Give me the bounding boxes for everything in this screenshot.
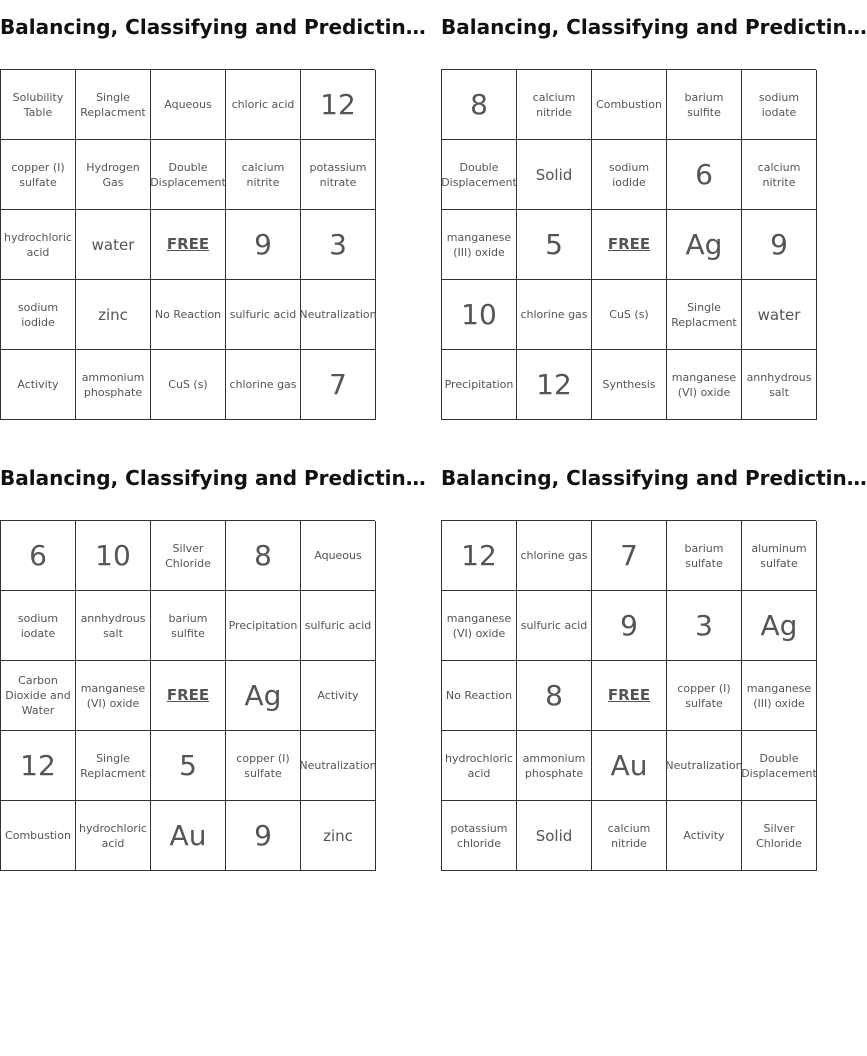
bingo-cell: ammonium phosphate xyxy=(517,731,592,801)
bingo-cell: Carbon Dioxide and Water xyxy=(1,661,76,731)
bingo-cell: Single Replacment xyxy=(76,70,151,140)
bingo-cell: 9 xyxy=(226,801,301,871)
bingo-cell: water xyxy=(76,210,151,280)
bingo-cell: Double Displacement xyxy=(442,140,517,210)
bingo-cell: Hydrogen Gas xyxy=(76,140,151,210)
bingo-cell: Activity xyxy=(1,350,76,420)
bingo-cell: 9 xyxy=(742,210,817,280)
bingo-cell: calcium nitrite xyxy=(226,140,301,210)
bingo-cell: sulfuric acid xyxy=(226,280,301,350)
bingo-cell: No Reaction xyxy=(151,280,226,350)
bingo-cell: Au xyxy=(151,801,226,871)
bingo-cell: manganese (VI) oxide xyxy=(442,591,517,661)
bingo-cell: calcium nitride xyxy=(592,801,667,871)
bingo-cell: copper (I) sulfate xyxy=(226,731,301,801)
bingo-cell: CuS (s) xyxy=(151,350,226,420)
bingo-cell: manganese (VI) oxide xyxy=(667,350,742,420)
bingo-cell: Neutralization xyxy=(667,731,742,801)
bingo-cell: Solid xyxy=(517,140,592,210)
bingo-cell: calcium nitrite xyxy=(742,140,817,210)
bingo-grid xyxy=(441,520,816,871)
bingo-cell: zinc xyxy=(76,280,151,350)
bingo-cell: 6 xyxy=(667,140,742,210)
bingo-cell: CuS (s) xyxy=(592,280,667,350)
bingo-cell: Ag xyxy=(667,210,742,280)
bingo-cell: Solid xyxy=(517,801,592,871)
bingo-cell: Single Replacment xyxy=(667,280,742,350)
bingo-cell: sodium iodide xyxy=(1,280,76,350)
free-space-cell: FREE xyxy=(592,210,667,280)
bingo-card-2 xyxy=(441,14,867,420)
bingo-cell: 3 xyxy=(301,210,376,280)
bingo-cell: 12 xyxy=(301,70,376,140)
bingo-cell: 10 xyxy=(442,280,517,350)
bingo-cell: calcium nitride xyxy=(517,70,592,140)
card-title: Balancing, Classifying and Predictin… xyxy=(0,466,426,490)
bingo-cell: copper (I) sulfate xyxy=(667,661,742,731)
bingo-cell: copper (I) sulfate xyxy=(1,140,76,210)
bingo-cell: chlorine gas xyxy=(517,521,592,591)
bingo-cell: chlorine gas xyxy=(517,280,592,350)
bingo-cell: Neutralization xyxy=(301,731,376,801)
bingo-grid xyxy=(0,69,375,420)
bingo-cell: 8 xyxy=(226,521,301,591)
bingo-cell: 12 xyxy=(442,521,517,591)
bingo-cell: 12 xyxy=(517,350,592,420)
bingo-cell: Ag xyxy=(226,661,301,731)
bingo-cell: Solubility Table xyxy=(1,70,76,140)
bingo-cell: sodium iodate xyxy=(742,70,817,140)
bingo-cell: chloric acid xyxy=(226,70,301,140)
bingo-cell: sulfuric acid xyxy=(517,591,592,661)
bingo-cell: Aqueous xyxy=(301,521,376,591)
bingo-card-3 xyxy=(0,465,426,871)
bingo-cell: manganese (III) oxide xyxy=(742,661,817,731)
bingo-cell: Double Displacement xyxy=(742,731,817,801)
bingo-cell: ammonium phosphate xyxy=(76,350,151,420)
card-title: Balancing, Classifying and Predictin… xyxy=(441,15,867,39)
bingo-cell: chlorine gas xyxy=(226,350,301,420)
bingo-cell: manganese (VI) oxide xyxy=(76,661,151,731)
bingo-cell: barium sulfate xyxy=(667,521,742,591)
bingo-cell: annhydrous salt xyxy=(742,350,817,420)
bingo-cell: 9 xyxy=(592,591,667,661)
card-title: Balancing, Classifying and Predictin… xyxy=(441,466,867,490)
free-space-cell: FREE xyxy=(151,661,226,731)
bingo-cell: Au xyxy=(592,731,667,801)
bingo-cell: 12 xyxy=(1,731,76,801)
bingo-cell: sodium iodide xyxy=(592,140,667,210)
bingo-cell: Ag xyxy=(742,591,817,661)
bingo-cell: sulfuric acid xyxy=(301,591,376,661)
bingo-card-4 xyxy=(441,465,867,871)
bingo-cell: Aqueous xyxy=(151,70,226,140)
free-space-cell: FREE xyxy=(151,210,226,280)
bingo-cell: Silver Chloride xyxy=(151,521,226,591)
bingo-cell: Precipitation xyxy=(442,350,517,420)
bingo-cell: Combustion xyxy=(1,801,76,871)
bingo-grid xyxy=(0,520,375,871)
bingo-cell: 7 xyxy=(301,350,376,420)
bingo-cell: 10 xyxy=(76,521,151,591)
bingo-cell: 5 xyxy=(151,731,226,801)
bingo-cell: potassium nitrate xyxy=(301,140,376,210)
bingo-cell: annhydrous salt xyxy=(76,591,151,661)
bingo-cell: water xyxy=(742,280,817,350)
bingo-cell: 5 xyxy=(517,210,592,280)
bingo-cell: Neutralization xyxy=(301,280,376,350)
bingo-cell: barium sulfite xyxy=(151,591,226,661)
bingo-cell: barium sulfite xyxy=(667,70,742,140)
bingo-cell: Precipitation xyxy=(226,591,301,661)
bingo-cell: No Reaction xyxy=(442,661,517,731)
bingo-cell: sodium iodate xyxy=(1,591,76,661)
bingo-cell: 9 xyxy=(226,210,301,280)
bingo-cell: 8 xyxy=(442,70,517,140)
bingo-cell: hydrochloric acid xyxy=(442,731,517,801)
bingo-cell: zinc xyxy=(301,801,376,871)
bingo-cell: manganese (III) oxide xyxy=(442,210,517,280)
bingo-cell: 6 xyxy=(1,521,76,591)
bingo-cell: potassium chloride xyxy=(442,801,517,871)
bingo-cell: Activity xyxy=(667,801,742,871)
bingo-card-1 xyxy=(0,14,426,420)
bingo-cell: hydrochloric acid xyxy=(1,210,76,280)
card-title: Balancing, Classifying and Predictin… xyxy=(0,15,426,39)
bingo-cell: Single Replacment xyxy=(76,731,151,801)
bingo-cell: Combustion xyxy=(592,70,667,140)
bingo-cell: 8 xyxy=(517,661,592,731)
free-space-cell: FREE xyxy=(592,661,667,731)
bingo-cell: hydrochloric acid xyxy=(76,801,151,871)
bingo-cell: Silver Chloride xyxy=(742,801,817,871)
bingo-cell: Activity xyxy=(301,661,376,731)
bingo-cell: Synthesis xyxy=(592,350,667,420)
bingo-cell: 7 xyxy=(592,521,667,591)
bingo-cell: aluminum sulfate xyxy=(742,521,817,591)
bingo-grid xyxy=(441,69,816,420)
bingo-cell: 3 xyxy=(667,591,742,661)
bingo-cell: Double Displacement xyxy=(151,140,226,210)
